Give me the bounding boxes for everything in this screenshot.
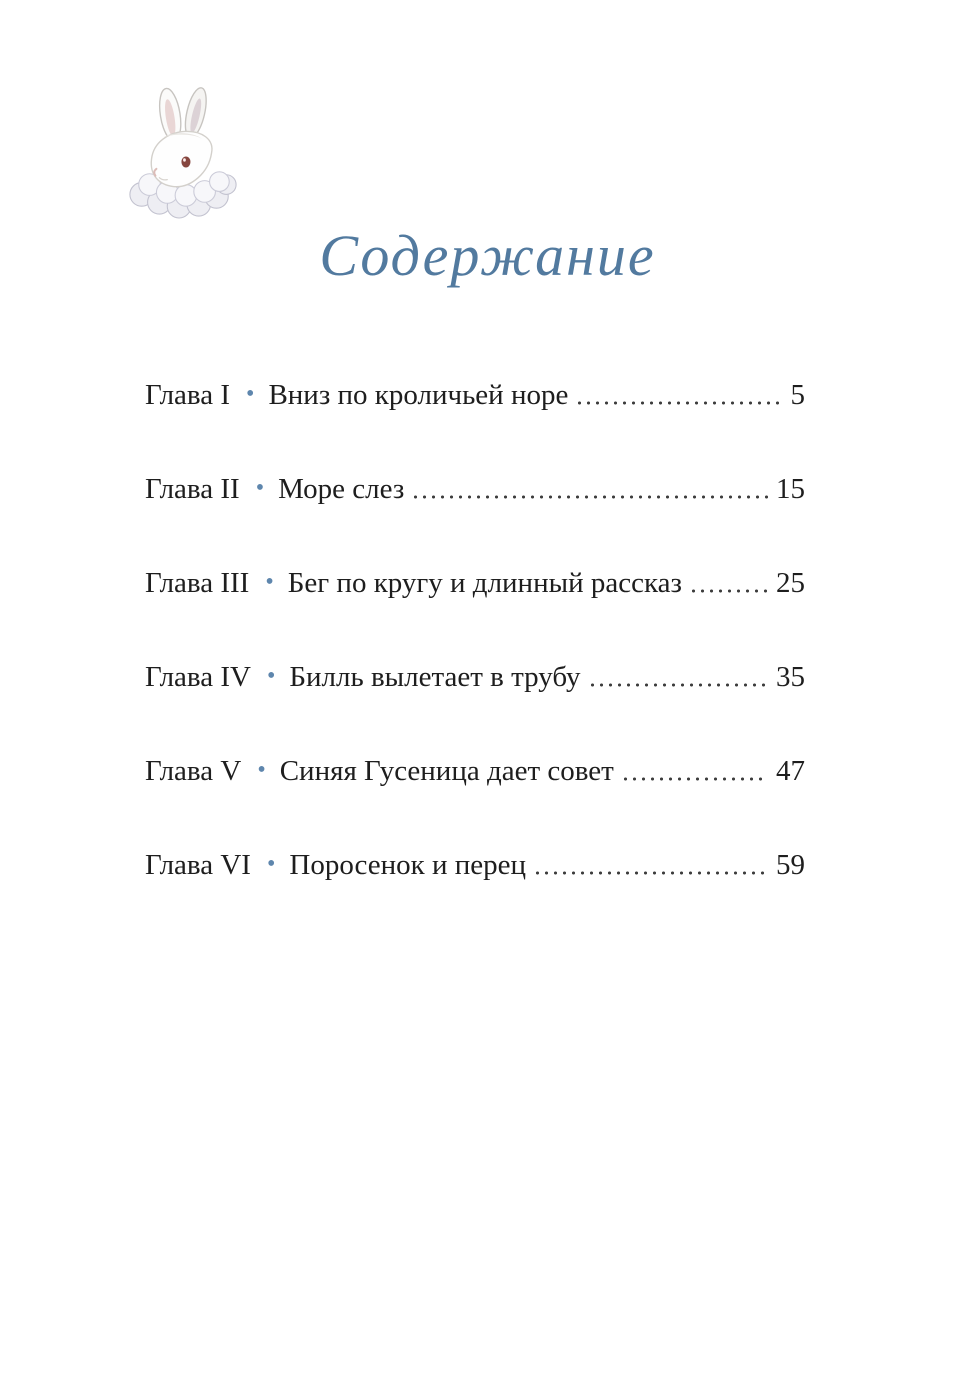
bullet-separator-icon: • <box>265 569 274 595</box>
bullet-separator-icon: • <box>266 851 276 877</box>
page-number: 59 <box>776 849 805 881</box>
chapter-title: Вниз по кроличьей норе <box>268 379 569 411</box>
chapter-label: Глава IV <box>145 661 251 693</box>
dot-leader <box>621 774 768 784</box>
dot-leader <box>575 398 782 408</box>
chapter-label: Глава V <box>145 755 242 787</box>
chapter-label: Глава VI <box>145 849 251 881</box>
chapter-label: Глава I <box>145 379 231 411</box>
chapter-label: Глава II <box>145 473 240 505</box>
white-rabbit-icon <box>124 84 242 234</box>
chapter-title: Билль вылетает в трубу <box>289 661 581 693</box>
dot-leader <box>588 680 768 690</box>
page-number: 47 <box>776 755 805 787</box>
contents-title: Содержание <box>319 223 656 288</box>
bullet-separator-icon: • <box>257 757 266 783</box>
page-number: 15 <box>776 473 805 505</box>
bullet-separator-icon: • <box>266 663 276 689</box>
white-rabbit-illustration <box>124 84 242 234</box>
bullet-separator-icon: • <box>255 475 265 501</box>
toc-entry <box>145 472 805 506</box>
chapter-title: Синяя Гусеница дает совет <box>279 755 614 787</box>
chapter-title: Море слез <box>278 473 405 505</box>
table-of-contents <box>145 378 805 942</box>
chapter-title: Поросенок и перец <box>289 849 527 881</box>
chapter-label: Глава III <box>145 567 250 599</box>
toc-entry <box>145 754 805 788</box>
toc-entry <box>145 566 805 600</box>
toc-entry <box>145 848 805 882</box>
chapter-title: Бег по кругу и длинный рассказ <box>287 567 682 599</box>
toc-entry <box>145 378 805 412</box>
toc-entry <box>145 660 805 694</box>
page-number: 5 <box>790 379 805 411</box>
dot-leader <box>689 586 768 596</box>
page-number: 35 <box>776 661 805 693</box>
dot-leader <box>533 868 768 878</box>
dot-leader <box>411 492 768 502</box>
bullet-separator-icon: • <box>246 381 255 407</box>
page-number: 25 <box>776 567 805 599</box>
